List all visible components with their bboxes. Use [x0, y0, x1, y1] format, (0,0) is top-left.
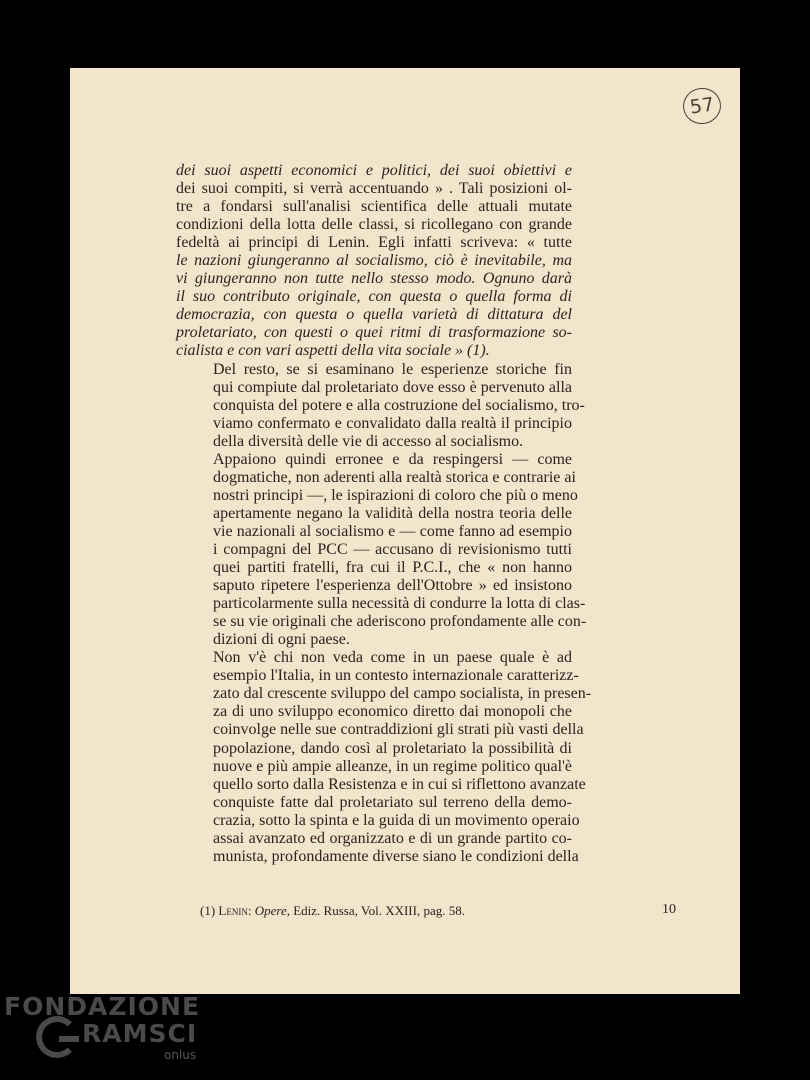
text-line: le nazioni giungeranno al socialismo, ciò è inevitabile, ma	[176, 252, 572, 270]
text-line: dei suoi compiti, si verrà accentuando » . Tali posizioni ol-	[176, 180, 572, 198]
text-line: tre a fondarsi sull'analisi scientifica delle attuali mutate	[176, 198, 572, 216]
text-line: vie nazionali al socialismo e — come fanno ad esempio	[213, 522, 572, 540]
text-line: coinvolge nelle sue contraddizioni gli strati più vasti della	[213, 721, 584, 739]
text-line: particolarmente sulla necessità di condurre la lotta di clas-	[213, 595, 586, 613]
text-line: quei partiti fratelli, fra cui il P.C.I., che « non hanno	[213, 559, 572, 577]
text-line: il suo contributo originale, con questa o quella forma di	[176, 288, 572, 306]
footnote-rest: Ediz. Russa, Vol. XXIII, pag. 58.	[293, 903, 465, 918]
text-line: se su vie originali che aderiscono profondamente alle con-	[213, 613, 587, 631]
paragraph	[176, 450, 587, 650]
text-line: i compagni del PCC — accusano di revisionismo tutti	[213, 540, 572, 558]
footnote	[200, 903, 465, 919]
text-line: crazia, sotto la spinta e la guida di un movimento operaio	[213, 811, 580, 829]
body-text	[176, 162, 592, 866]
footnote-marker: (1)	[200, 903, 216, 918]
text-line: democrazia, con questa o quella varietà di dittatura del	[176, 306, 572, 324]
footnote-title: Opere,	[254, 903, 290, 918]
logo-text-line1: FONDAZIONE	[4, 992, 201, 1021]
text-line: Appaiono quindi erronee e da respingersi — come	[213, 450, 572, 468]
logo-text-line3: onlus	[164, 1048, 197, 1062]
text-line: za di uno sviluppo economico diretto dai monopoli che	[213, 703, 572, 721]
text-line: assai avanzato ed organizzato e di un grande partito co-	[213, 829, 572, 847]
text-line: apertamente negano la validità della nostra teoria delle	[213, 504, 572, 522]
text-line: esempio l'Italia, in un contesto internazionale caratterizz-	[213, 667, 579, 685]
text-line: quello sorto dalla Resistenza e in cui si riflettono avanzate	[213, 775, 586, 793]
text-line: popolazione, dando così al proletariato la possibilità di	[213, 739, 572, 757]
text-line: dizioni di ogni paese.	[213, 631, 350, 649]
fondazione-gramsci-logo	[4, 992, 204, 1072]
footnote-author: Lenin:	[218, 903, 252, 918]
text-line: della diversità delle vie di accesso al socialismo.	[213, 432, 524, 450]
text-line: nostri principi —, le ispirazioni di coloro che più o meno	[213, 486, 578, 504]
text-line: nuove e più ampie alleanze, in un regime politico qual'è	[213, 757, 572, 775]
text-line: proletariato, con questi o quei ritmi di trasformazione so-	[176, 324, 572, 342]
paragraph	[176, 360, 585, 451]
text-line: qui compiute dal proletariato dove esso è pervenuto alla	[213, 378, 572, 396]
text-line: Del resto, se si esaminano le esperienze storiche fin	[213, 360, 572, 378]
text-line: vi giungeranno non tutte nello stesso modo. Ognuno darà	[176, 270, 572, 288]
text-line: zato dal crescente sviluppo del campo socialista, in presen-	[213, 685, 592, 703]
text-line: dogmatiche, non aderenti alla realtà storica e contrarie ai	[213, 468, 576, 486]
text-line: cialista e con vari aspetti della vita sociale » (1).	[176, 342, 490, 360]
paragraph	[176, 649, 592, 866]
logo-text-line2: RAMSCI	[82, 1019, 198, 1048]
text-line: fedeltà ai principi di Lenin. Egli infatti scriveva: « tutte	[176, 234, 572, 252]
text-line: saputo ripetere l'esperienza dell'Ottobre » ed insistono	[213, 577, 572, 595]
text-line: conquiste fatte dal proletariato sul terreno della demo-	[213, 793, 572, 811]
text-line: condizioni della lotta delle classi, si ricollegano con grande	[176, 216, 572, 234]
text-line: munista, profondamente diverse siano le condizioni della	[213, 847, 579, 865]
text-line: Non v'è chi non veda come in un paese quale è ad	[213, 649, 572, 667]
text-line: dei suoi aspetti economici e politici, dei suoi obiettivi e	[176, 162, 572, 179]
text-line: conquista del potere e alla costruzione del socialismo, tro-	[213, 396, 585, 414]
logo-g-bar	[59, 1036, 79, 1042]
handwritten-page-annotation: 57	[681, 86, 724, 127]
page-number: 10	[662, 902, 676, 917]
text-line: viamo confermato e convalidato dalla realtà il principio	[213, 414, 572, 432]
paragraph	[176, 162, 572, 361]
